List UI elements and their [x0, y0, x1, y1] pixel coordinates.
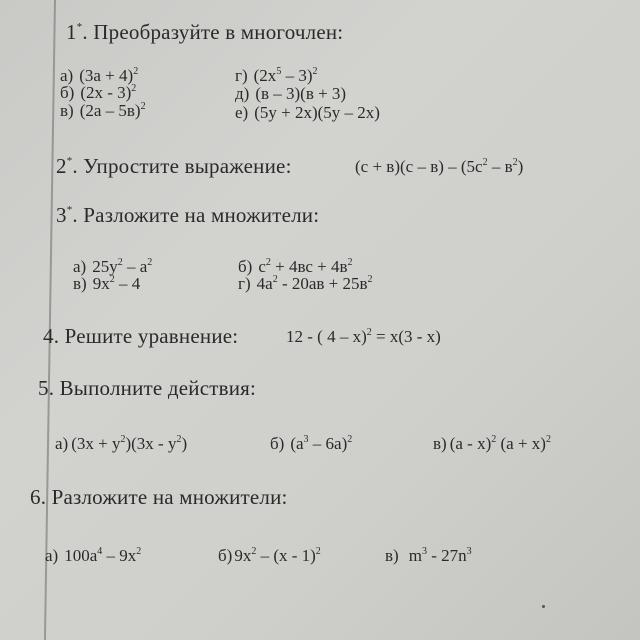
paper-speck [542, 605, 545, 608]
item-exponent: 3 [303, 434, 309, 445]
item-expr: (3a + 4) [79, 66, 134, 85]
item-exponent: 2 [147, 257, 153, 268]
item-expr: 9x [234, 546, 252, 565]
item-exponent: 2 [117, 257, 123, 268]
margin-line [44, 0, 59, 640]
item-expr: – 4 [114, 274, 141, 293]
task1-title: . Преобразуйте в многочлен: [82, 20, 344, 44]
item-exponent: 3 [421, 546, 427, 557]
item-exponent: 2 [347, 257, 353, 268]
item-expr: 9x [92, 274, 110, 293]
task2-number: 2 [56, 154, 67, 178]
task5-heading [38, 376, 256, 401]
item-expr: 25y [92, 257, 118, 276]
item-label: в) [433, 434, 447, 453]
item-exponent: 2 [272, 274, 278, 285]
expr-part: ) [517, 157, 524, 176]
item-expr: с [258, 257, 266, 276]
item-label: г) [238, 274, 251, 293]
expr-part: – в [487, 157, 513, 176]
item-label: б) [238, 257, 253, 276]
task5-item-a [55, 434, 187, 454]
item-label: б) [218, 546, 233, 565]
task5-item-b [270, 434, 352, 454]
task1-number: 1 [66, 20, 77, 44]
item-label: в) [60, 101, 74, 120]
item-exponent: 2 [545, 434, 551, 445]
item-expr: - 20aв + 25в [277, 274, 368, 293]
item-label: а) [73, 257, 87, 276]
expr-exponent: 2 [366, 327, 372, 338]
item-label: а) [60, 66, 74, 85]
task6-item-b [218, 546, 321, 566]
item-expr: (5y + 2x)(5y – 2x) [254, 103, 380, 122]
task6-title: 6. Разложите на множители: [30, 485, 288, 509]
item-exponent: 2 [491, 434, 497, 445]
task2-title: . Упростите выражение: [72, 154, 292, 178]
task1-item-b [60, 83, 136, 103]
item-label: б) [60, 83, 75, 102]
item-exponent: 2 [136, 546, 142, 557]
item-exponent: 2 [133, 66, 139, 77]
task3-heading [56, 203, 319, 228]
item-expr: (2x - 3) [80, 83, 132, 102]
item-exponent: 2 [315, 546, 321, 557]
item-label: е) [235, 103, 249, 122]
task4-heading [43, 324, 238, 349]
item-exponent: 2 [120, 434, 126, 445]
task1-heading [66, 20, 343, 45]
item-exponent: 2 [140, 101, 146, 112]
task3-star: * [66, 204, 73, 216]
item-exponent: 2 [109, 274, 115, 285]
task1-item-v [60, 101, 146, 121]
task4-title: 4. Решите уравнение: [43, 324, 239, 348]
item-expr: 4a [256, 274, 273, 293]
expr-exponent: 2 [482, 157, 488, 168]
item-expr: )(3x - y [125, 434, 177, 453]
item-expr: (a + x) [496, 434, 546, 453]
task3-number: 3 [56, 203, 67, 227]
item-exponent: 2 [176, 434, 182, 445]
task1-item-e [235, 103, 380, 123]
task1-star: * [76, 21, 83, 33]
task6-item-a [45, 546, 141, 566]
task5-item-v [433, 434, 551, 454]
task3-item-v [73, 274, 140, 294]
task4-equation [286, 327, 441, 347]
task1-item-g [235, 66, 317, 86]
item-expr: 100a [64, 546, 98, 565]
item-exponent: 2 [347, 434, 353, 445]
item-expr: – 9x [102, 546, 137, 565]
expr-exponent: 2 [512, 157, 518, 168]
item-exponent: 3 [466, 546, 472, 557]
item-label: б) [270, 434, 285, 453]
item-exponent: 2 [312, 66, 318, 77]
item-expr: – a [122, 257, 148, 276]
task6-heading [30, 485, 288, 510]
item-label: а) [45, 546, 59, 565]
expr-part: (с + в)(с – в) – (5с [355, 157, 483, 176]
task6-item-v [385, 546, 472, 566]
item-expr: – 6a) [308, 434, 348, 453]
item-expr: m [408, 546, 422, 565]
task2-star: * [66, 155, 73, 167]
item-label: д) [235, 84, 250, 103]
item-exponent: 4 [97, 546, 103, 557]
item-label: в) [73, 274, 87, 293]
item-label: в) [385, 546, 399, 565]
task1-item-d [235, 84, 346, 104]
task5-title: 5. Выполните действия: [38, 376, 257, 400]
item-expr: (2a – 5в) [79, 101, 141, 120]
item-exponent: 2 [251, 546, 257, 557]
item-exponent: 2 [367, 274, 373, 285]
item-expr: (2x [253, 66, 277, 85]
task2-expression [355, 157, 523, 177]
expr-part: 12 - ( 4 – x) [286, 327, 367, 346]
item-exponent: 2 [131, 83, 137, 94]
task3-item-g [238, 274, 373, 294]
item-expr: + 4вс + 4в [270, 257, 348, 276]
expr-part: = x(3 - x) [371, 327, 441, 346]
item-label: а) [55, 434, 69, 453]
item-expr: (в – 3)(в + 3) [255, 84, 347, 103]
item-expr: (a [290, 434, 304, 453]
item-expr: - 27n [426, 546, 467, 565]
item-expr: ) [181, 434, 188, 453]
item-exponent: 5 [276, 66, 282, 77]
item-expr: – 3) [281, 66, 313, 85]
task2-heading [56, 154, 292, 179]
task3-title: . Разложите на множители: [72, 203, 320, 227]
item-label: г) [235, 66, 248, 85]
item-exponent: 2 [265, 257, 271, 268]
item-expr: (3x + y [71, 434, 121, 453]
item-expr: – (x - 1) [256, 546, 316, 565]
item-expr: (a - x) [449, 434, 492, 453]
